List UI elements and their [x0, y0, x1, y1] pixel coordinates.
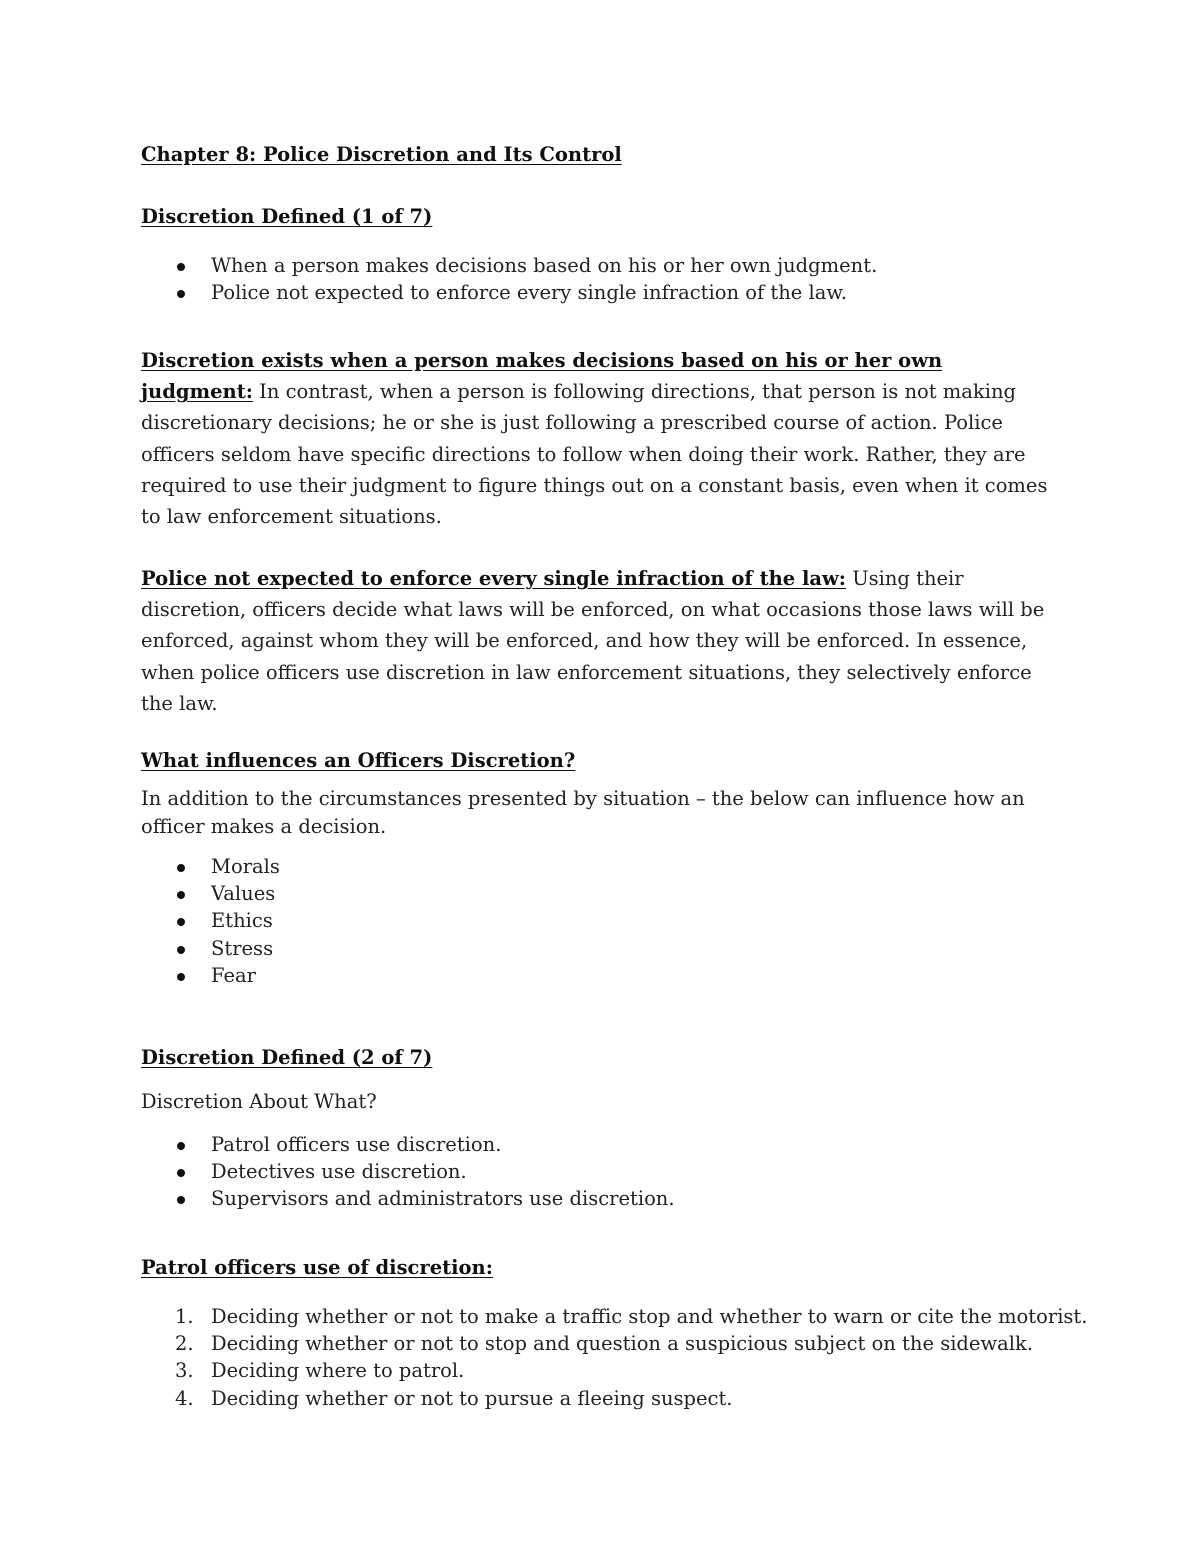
discretion-about-what-label: Discretion About What? [141, 1090, 377, 1113]
bullet-icon [177, 864, 185, 872]
list-item: 4. Deciding whether or not to pursue a fleeing suspect. [175, 1386, 733, 1410]
section-heading-discretion-defined-2: Discretion Defined (2 of 7) [141, 1046, 433, 1069]
bullet-icon [177, 290, 185, 298]
list-item: Ethics [141, 907, 280, 934]
discretion-about-what-bullet-list [141, 1131, 675, 1213]
list-item: Values [141, 880, 280, 907]
list-item: Stress [141, 935, 280, 962]
list-item: Morals [141, 853, 280, 880]
bullet-icon [177, 1196, 185, 1204]
list-item: 3. Deciding where to patrol. [175, 1359, 465, 1383]
patrol-officers-numbered-list [141, 1303, 1087, 1412]
bullet-icon [177, 263, 185, 271]
influences-intro: In addition to the circumstances presented by situation – the below can influence how an officer makes a decision. [141, 787, 1025, 838]
list-item: When a person makes decisions based on his or her own judgment. [141, 252, 877, 279]
paragraph-lead: Discretion exists when a person makes decisions based on his or her own judgment: [141, 349, 943, 404]
selective-enforcement-paragraph [141, 563, 1051, 719]
paragraph-text: In contrast, when a person is following directions, that person is not making discretionary decisions; he or she is just following a prescribed course of action. Police officers seldom have specific directions to follow when doing their work. Rather, they are required to use their judgment to figure things out on a constant basis, even when it comes to law enforcement situations. [141, 380, 1048, 529]
bullet-icon [177, 1142, 185, 1150]
section-heading-discretion-defined-1: Discretion Defined (1 of 7) [141, 205, 433, 228]
bullet-icon [177, 918, 185, 926]
paragraph-lead: Police not expected to enforce every single infraction of the law: [141, 567, 846, 590]
list-item: Detectives use discretion. [141, 1158, 675, 1185]
paragraph-text: Using their discretion, officers decide what laws will be enforced, on what occasions those laws will be enforced, against whom they will be enforced, and how they will be enforced. In essence, when police officers use discretion in law enforcement situations, they selectively enforce the law. [141, 567, 1045, 715]
bullet-icon [177, 973, 185, 981]
list-item: Police not expected to enforce every single infraction of the law. [141, 279, 877, 306]
list-item: Fear [141, 962, 280, 989]
discretion-exists-paragraph [141, 345, 1051, 532]
list-item: Supervisors and administrators use discretion. [141, 1185, 675, 1212]
section-heading-influences: What influences an Officers Discretion? [141, 749, 576, 772]
page-title: Chapter 8: Police Discretion and Its Control [141, 143, 622, 166]
list-item: 1. Deciding whether or not to make a traffic stop and whether to warn or cite the motorist. [175, 1305, 1088, 1328]
influences-bullet-list [141, 853, 280, 989]
list-item: Patrol officers use discretion. [141, 1131, 675, 1158]
bullet-icon [177, 891, 185, 899]
bullet-icon [177, 946, 185, 954]
section-heading-patrol-officers: Patrol officers use of discretion: [141, 1256, 493, 1279]
discretion-defined-bullet-list [141, 252, 877, 306]
list-item: 2. Deciding whether or not to stop and question a suspicious subject on the sidewalk. [175, 1332, 1034, 1356]
bullet-icon [177, 1169, 185, 1177]
